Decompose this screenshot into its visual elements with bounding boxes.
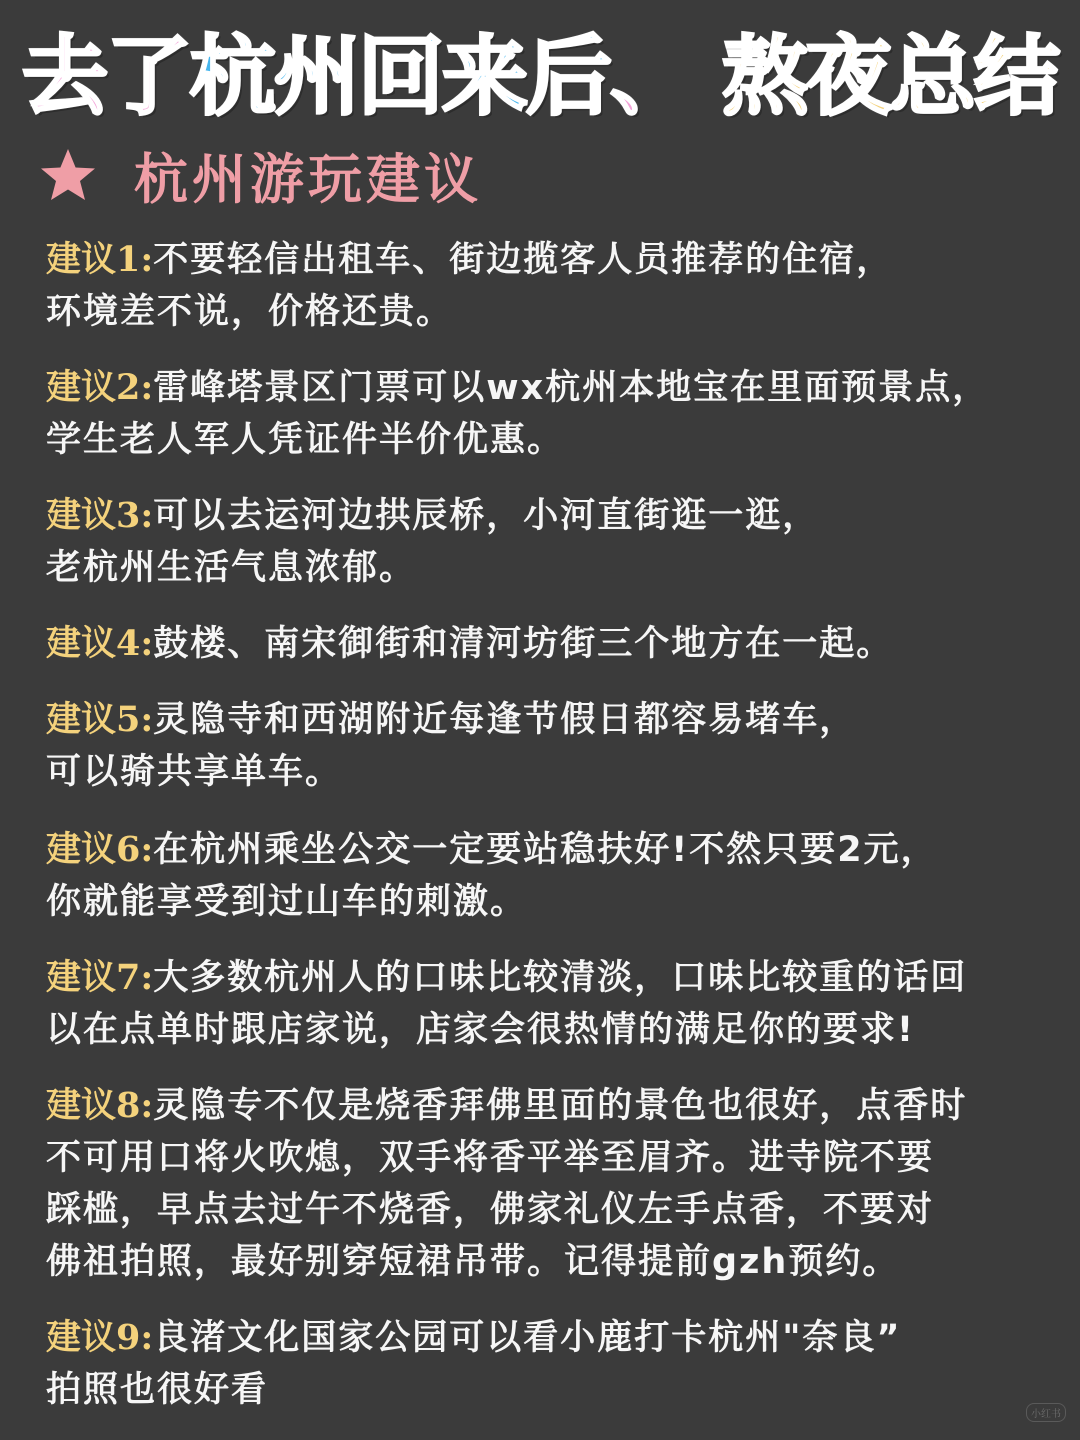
tip-label: 建议6: <box>46 829 154 870</box>
tip-item-5 <box>46 694 1046 798</box>
tip-line: 拍照也很好看 <box>46 1370 269 1410</box>
tip-line: 可以骑共享单车。 <box>46 752 343 792</box>
tip-label: 建议5: <box>46 699 154 740</box>
tip-item-7 <box>46 952 1046 1056</box>
tip-line: 你就能享受到过山车的刺激。 <box>46 882 528 922</box>
tip-line <box>46 1312 1046 1364</box>
tip-item-8 <box>46 1080 1046 1288</box>
tip-line: 环境差不说，价格还贵。 <box>46 292 454 332</box>
tip-line <box>46 824 1046 876</box>
tip-line <box>46 490 1046 542</box>
tip-label: 建议4: <box>46 623 154 664</box>
tip-text: 可以去运河边拱辰桥，小河直街逛一逛， <box>153 496 820 536</box>
tip-item-9 <box>46 1312 1046 1416</box>
tip-label: 建议3: <box>46 495 154 536</box>
tip-item-3 <box>46 490 1046 594</box>
star-icon <box>36 143 100 207</box>
tip-label: 建议7: <box>46 957 154 998</box>
title-part-2: 杭州回来后 <box>190 27 610 127</box>
tip-line: 以在点单时跟店家说，店家会很热情的满足你的要求! <box>46 1010 915 1050</box>
title-part-3: 、 <box>610 27 694 127</box>
tip-label: 建议9: <box>46 1317 154 1358</box>
section-title: 杭州游玩建议 <box>134 147 482 211</box>
tip-text: 良渚文化国家公园可以看小鹿打卡杭州"奈良” <box>153 1318 902 1358</box>
tip-label: 建议8: <box>46 1085 154 1126</box>
tip-line <box>46 618 1046 670</box>
tip-line: 学生老人军人凭证件半价优惠。 <box>46 420 565 460</box>
tip-text: 大多数杭州人的口味比较清淡，口味比较重的话回 <box>153 958 968 998</box>
tip-line <box>46 694 1046 746</box>
tip-item-2 <box>46 362 1046 466</box>
tip-line: 佛祖拍照，最好别穿短裙吊带。记得提前gzh预约。 <box>46 1242 900 1282</box>
watermark: 小红书 <box>1026 1403 1066 1422</box>
title-part-4: 熬夜总结 <box>722 27 1058 127</box>
tip-label: 建议1: <box>46 239 154 280</box>
tip-line <box>46 362 1046 414</box>
tip-item-1 <box>46 234 1046 338</box>
tip-text: 雷峰塔景区门票可以wx杭州本地宝在里面预景点， <box>153 368 990 408</box>
section-header <box>36 140 482 210</box>
tip-line <box>46 1080 1046 1132</box>
tip-text: 不要轻信出租车、街边揽客人员推荐的住宿， <box>153 240 894 280</box>
tip-label: 建议2: <box>46 367 154 408</box>
page-title <box>0 22 1080 132</box>
tip-text: 灵隐专不仅是烧香拜佛里面的景色也很好，点香时 <box>153 1086 968 1126</box>
tip-text: 在杭州乘坐公交一定要站稳扶好!不然只要2元， <box>153 830 938 870</box>
title-part-1: 去了 <box>22 27 190 127</box>
tip-line: 老杭州生活气息浓郁。 <box>46 548 417 588</box>
tip-text: 灵隐寺和西湖附近每逢节假日都容易堵车， <box>153 700 857 740</box>
tip-text: 鼓楼、南宋御街和清河坊街三个地方在一起。 <box>153 624 894 664</box>
tip-line <box>46 952 1046 1004</box>
tip-line: 不可用口将火吹熄，双手将香平举至眉齐。进寺院不要 <box>46 1138 935 1178</box>
tip-line: 踩槛，早点去过午不烧香，佛家礼仪左手点香，不要对 <box>46 1190 935 1230</box>
tip-item-4 <box>46 618 1046 670</box>
tip-item-6 <box>46 824 1046 928</box>
tip-line <box>46 234 1046 286</box>
